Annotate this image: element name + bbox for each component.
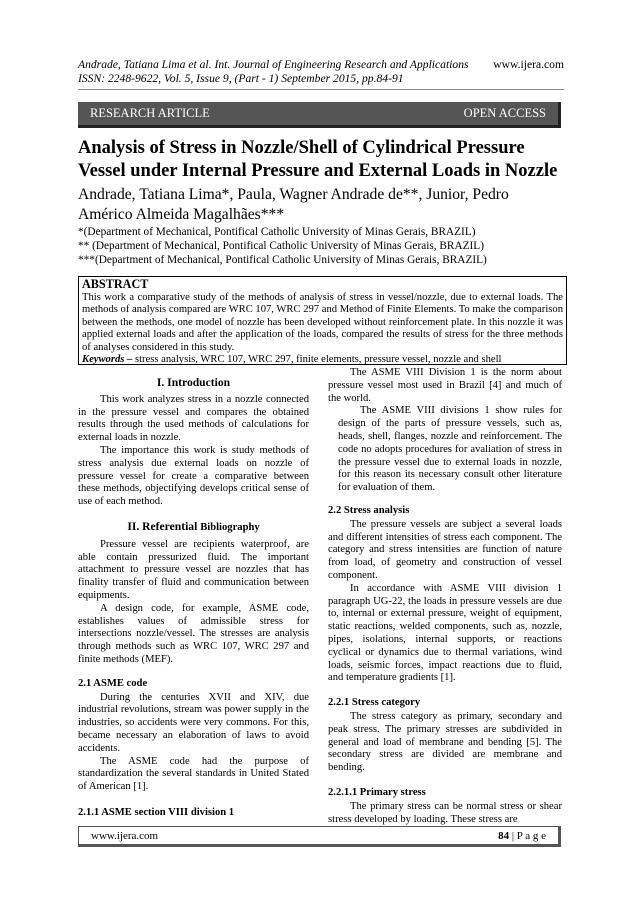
keywords-line: [82, 354, 563, 366]
header-divider: [78, 89, 564, 90]
abstract-heading: ABSTRACT: [82, 277, 149, 291]
stress-category-paragraph: The stress category as primary, secondary and peak stress. The primary stresses are subdivided in general and load of membrane and bending [5]. The secondary stress are divided are membrane and bending.: [328, 710, 562, 774]
left-column: [78, 367, 309, 821]
affiliations: [78, 226, 564, 267]
abstract-text: This work a comparative study of the methods of analysis of stress in vessel/nozzle, due to external loads. The methods of analysis compared are WRC 107, WRC 297 and Method of Finite Elements. To make the comparison between the methods, one model of nozzle has been developed without reinforcement plate. In this nozzle it was applied external loads and after the application of the loads, compared the results of stress for the three methods of analyses considered in this study.: [82, 292, 563, 353]
intro-paragraph-1: This work analyzes stress in a nozzle connected in the pressure vessel and compares the obtained results through the used methods of calculations for external loads in nozzle.: [78, 393, 309, 444]
keywords-text: stress analysis, WRC 107, WRC 297, finite elements, pressure vessel, nozzle and shell: [132, 354, 502, 366]
stress-category-heading: 2.2.1 Stress category: [328, 697, 421, 709]
asme-division1-heading: 2.1.1 ASME section VIII division 1: [78, 806, 235, 818]
asme-paragraph-2: The ASME code had the purpose of standardization the several standards in United Stated of American [1].: [78, 755, 309, 793]
referential-heading-word: Bibliography: [200, 521, 260, 533]
article-type-band: [78, 102, 561, 128]
referential-heading: [78, 521, 309, 535]
referential-paragraph-1: Pressure vessel are recipients waterproof, are able contain pressurized fluid. The important attachment to pressure vessel are nozzles that has finality transfer of fluid and communication between equipments.: [78, 538, 309, 601]
primary-stress-heading: 2.2.1.1 Primary stress: [328, 786, 426, 798]
affiliation-1: *(Department of Mechanical, Pontifical Catholic University of Minas Gerais, BRAZIL): [78, 226, 476, 238]
referential-heading-main: II. Referential: [127, 519, 201, 533]
asme-code-heading: 2.1 ASME code: [78, 677, 148, 689]
research-article-label: RESEARCH ARTICLE: [90, 106, 210, 120]
open-access-label: OPEN ACCESS: [463, 106, 546, 120]
affiliation-3: ***(Department of Mechanical, Pontifical Catholic University of Minas Gerais, BRAZIL): [78, 253, 487, 266]
journal-website[interactable]: www.ijera.com: [493, 58, 564, 71]
abstract-box: [78, 276, 567, 365]
issn-line: ISSN: 2248-9622, Vol. 5, Issue 9, (Part - 1) September 2015, pp.84-91: [78, 72, 404, 85]
footer-website[interactable]: www.ijera.com: [91, 829, 159, 842]
right-column: [328, 367, 562, 826]
primary-stress-paragraph: The primary stress can be normal stress or shear stress developed by loading. These stress are: [328, 800, 562, 825]
intro-heading: I. Introduction: [156, 376, 231, 389]
intro-paragraph-2: The importance this work is study methods of stress analysis due external loads on nozzle of pressure vessel for create a comparative between these methods, objectifying develops critical sense of use of each method.: [78, 444, 309, 508]
page-number-value: 84: [498, 829, 510, 842]
stress-analysis-paragraph-1: The pressure vessels are subject a several loads and different intensities of stress each component. The category and stress intensities are function of nature from load, of geometry and construction of vessel component.: [328, 518, 562, 581]
keywords-label: Keywords –: [82, 354, 133, 366]
affiliation-2: ** (Department of Mechanical, Pontifical Catholic University of Minas Gerais, BRAZIL): [78, 239, 484, 252]
stress-analysis-paragraph-2: In accordance with ASME VIII division 1 paragraph UG-22, the loads in pressure vessels are due to, internal or external pressure, weight of equipment, static reactions, welded components, such as, nozzle, pipes, isolations, internal supports, or reactions cyclical or dynamics due to thermal variations, wind loads, seismic forces, impact reactions due to fluid, and temperature gradients [1].: [328, 582, 562, 684]
referential-paragraph-2: A design code, for example, ASME code, establishes values of admissible stress for intersections nozzle/vessel. The stresses are analysis through methods such as WRC 107, WRC 297 and finite methods (MEF).: [78, 602, 309, 665]
asme-paragraph-1: During the centuries XVII and XIV, due industrial revolutions, stream was power supply in the industries, so accidents were very commons. For this, became necessary an elaboration of laws to avoid accidents.: [78, 691, 309, 754]
author-list: Andrade, Tatiana Lima*, Paula, Wagner Andrade de**, Junior, Pedro Américo Almeida Magalhães***: [78, 186, 509, 223]
page-number: [498, 830, 546, 842]
paper-title: Analysis of Stress in Nozzle/Shell of Cylindrical Pressure Vessel under Internal Pressure and External Loads in Nozzle: [78, 138, 558, 181]
division1-paragraph-2: The ASME VIII divisions 1 show rules for design of the parts of pressure vessels, such as, heads, shell, flanges, nozzle and reinforcement. The code no adopts procedures for avaliation of stress in the pressure vessel due to external loads in nozzle, for this reason its necessary consult other literature for evaluation of them.: [338, 405, 562, 494]
running-header: [78, 58, 564, 86]
division1-paragraph-1: The ASME VIII Division 1 is the norm about pressure vessel most used in Brazil [4] and much of the world.: [328, 367, 562, 404]
page-label: | P a g e: [509, 829, 546, 842]
journal-citation: Andrade, Tatiana Lima et al. Int. Journal of Engineering Research and Applications: [78, 58, 469, 71]
stress-analysis-heading: 2.2 Stress analysis: [328, 504, 410, 516]
page-footer: [78, 826, 561, 847]
